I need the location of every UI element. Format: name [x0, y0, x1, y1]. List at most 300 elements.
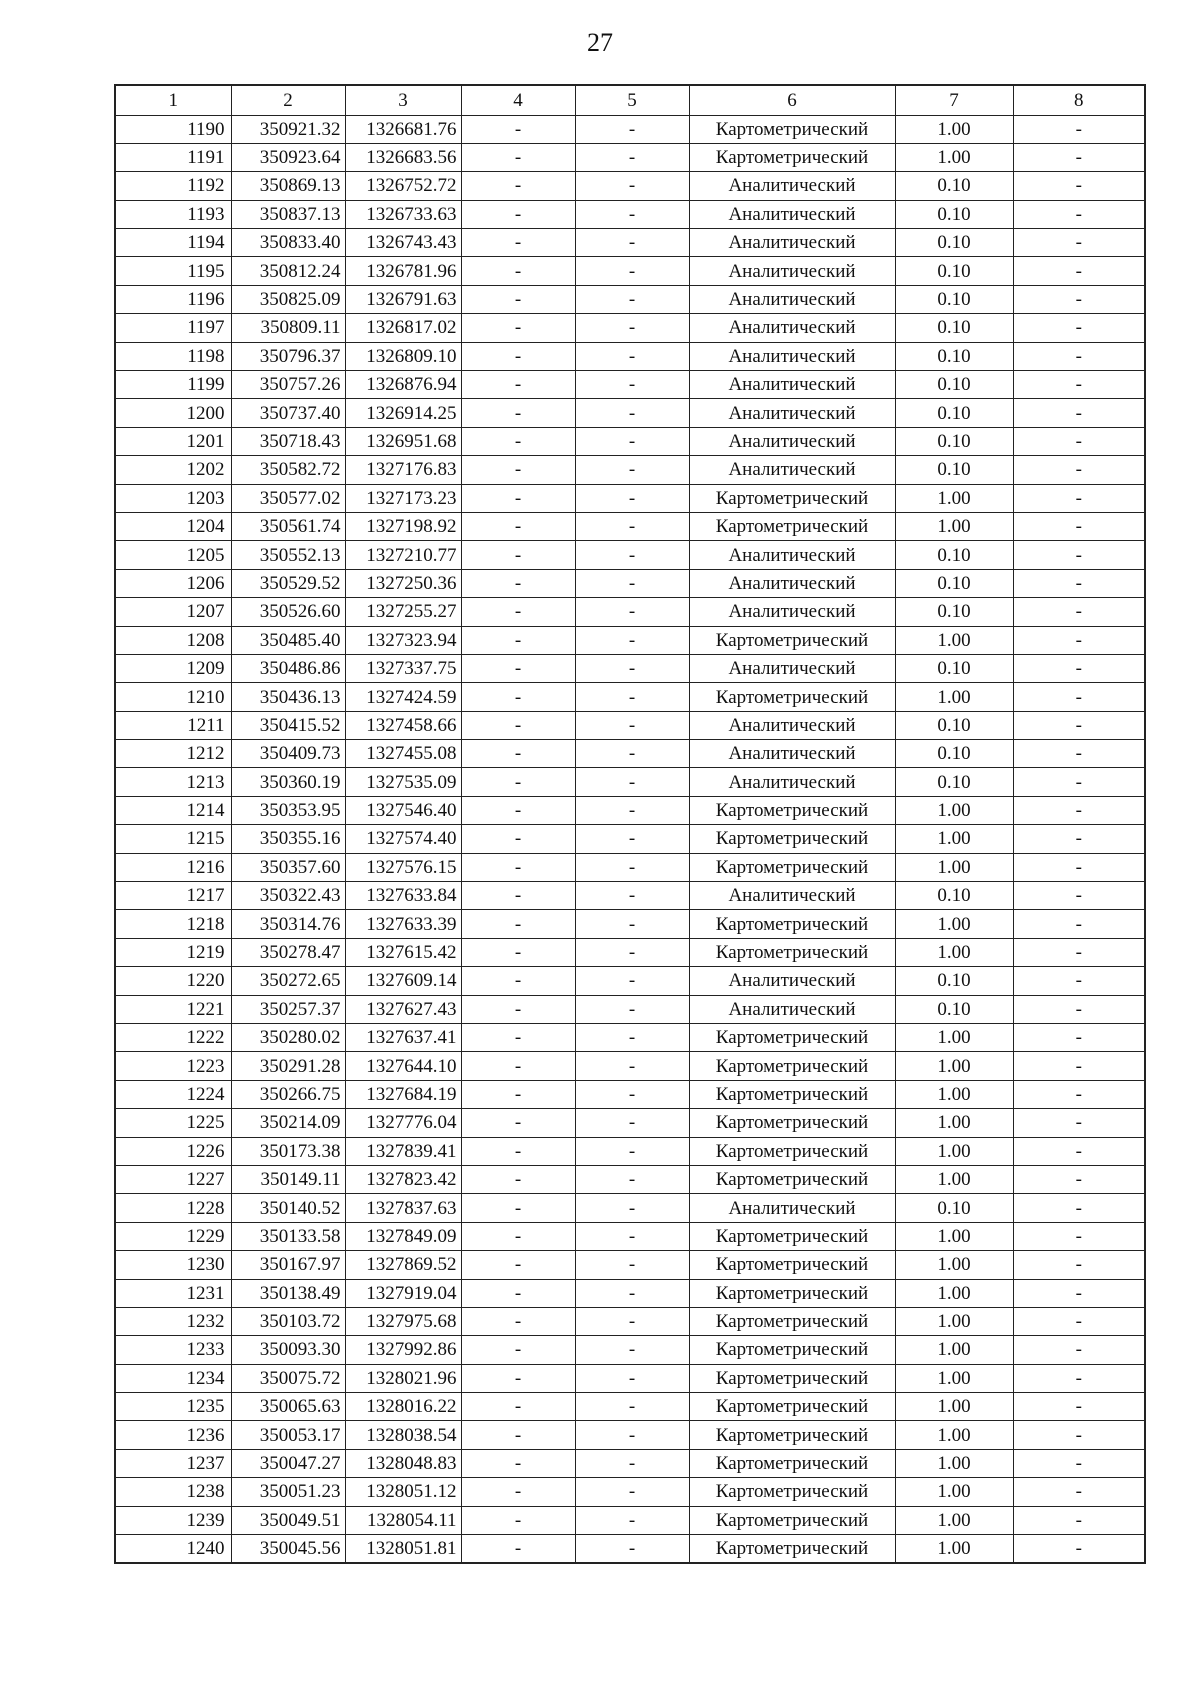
- method-cell: Картометрический: [689, 143, 895, 171]
- x-coordinate-cell: 350923.64: [231, 143, 345, 171]
- accuracy-cell: 1.00: [895, 796, 1013, 824]
- method-cell: Аналитический: [689, 229, 895, 257]
- col5-cell: -: [575, 1251, 689, 1279]
- y-coordinate-cell: 1327849.09: [345, 1222, 461, 1250]
- col4-cell: -: [461, 853, 575, 881]
- x-coordinate-cell: 350272.65: [231, 967, 345, 995]
- col8-cell: -: [1013, 995, 1145, 1023]
- col5-cell: -: [575, 257, 689, 285]
- x-coordinate-cell: 350869.13: [231, 172, 345, 200]
- y-coordinate-cell: 1327609.14: [345, 967, 461, 995]
- accuracy-cell: 0.10: [895, 768, 1013, 796]
- method-cell: Картометрический: [689, 1421, 895, 1449]
- point-number-cell: 1215: [115, 825, 231, 853]
- point-number-cell: 1237: [115, 1449, 231, 1477]
- x-coordinate-cell: 350280.02: [231, 1024, 345, 1052]
- method-cell: Картометрический: [689, 1222, 895, 1250]
- table-row: [115, 1506, 1145, 1534]
- accuracy-cell: 1.00: [895, 1165, 1013, 1193]
- accuracy-cell: 1.00: [895, 626, 1013, 654]
- accuracy-cell: 0.10: [895, 740, 1013, 768]
- point-number-cell: 1205: [115, 541, 231, 569]
- method-cell: Картометрический: [689, 1336, 895, 1364]
- point-number-cell: 1209: [115, 654, 231, 682]
- point-number-cell: 1218: [115, 910, 231, 938]
- accuracy-cell: 1.00: [895, 1393, 1013, 1421]
- method-cell: Аналитический: [689, 314, 895, 342]
- accuracy-cell: 1.00: [895, 1137, 1013, 1165]
- col5-cell: -: [575, 711, 689, 739]
- point-number-cell: 1214: [115, 796, 231, 824]
- col4-cell: -: [461, 1307, 575, 1335]
- point-number-cell: 1199: [115, 371, 231, 399]
- col4-cell: -: [461, 314, 575, 342]
- col8-cell: -: [1013, 683, 1145, 711]
- col8-cell: -: [1013, 1165, 1145, 1193]
- point-number-cell: 1222: [115, 1024, 231, 1052]
- x-coordinate-cell: 350149.11: [231, 1165, 345, 1193]
- col5-cell: -: [575, 342, 689, 370]
- table-row: [115, 654, 1145, 682]
- col4-cell: -: [461, 1393, 575, 1421]
- table-row: [115, 314, 1145, 342]
- col4-cell: -: [461, 1279, 575, 1307]
- col4-cell: -: [461, 115, 575, 143]
- method-cell: Картометрический: [689, 1279, 895, 1307]
- x-coordinate-cell: 350257.37: [231, 995, 345, 1023]
- col8-cell: -: [1013, 1336, 1145, 1364]
- point-number-cell: 1201: [115, 427, 231, 455]
- method-cell: Картометрический: [689, 1052, 895, 1080]
- y-coordinate-cell: 1327323.94: [345, 626, 461, 654]
- accuracy-cell: 1.00: [895, 484, 1013, 512]
- col5-cell: -: [575, 938, 689, 966]
- col8-cell: -: [1013, 143, 1145, 171]
- col4-cell: -: [461, 229, 575, 257]
- col5-cell: -: [575, 1364, 689, 1392]
- col4-cell: -: [461, 1080, 575, 1108]
- accuracy-cell: 0.10: [895, 342, 1013, 370]
- table-row: [115, 257, 1145, 285]
- column-header-2: 2: [231, 85, 345, 115]
- y-coordinate-cell: 1327458.66: [345, 711, 461, 739]
- point-number-cell: 1228: [115, 1194, 231, 1222]
- coordinates-table: [114, 84, 1146, 1564]
- accuracy-cell: 0.10: [895, 314, 1013, 342]
- point-number-cell: 1217: [115, 882, 231, 910]
- point-number-cell: 1193: [115, 200, 231, 228]
- col8-cell: -: [1013, 654, 1145, 682]
- col5-cell: -: [575, 910, 689, 938]
- method-cell: Картометрический: [689, 910, 895, 938]
- x-coordinate-cell: 350718.43: [231, 427, 345, 455]
- point-number-cell: 1239: [115, 1506, 231, 1534]
- method-cell: Аналитический: [689, 882, 895, 910]
- col5-cell: -: [575, 512, 689, 540]
- col4-cell: -: [461, 1194, 575, 1222]
- y-coordinate-cell: 1326681.76: [345, 115, 461, 143]
- col4-cell: -: [461, 200, 575, 228]
- y-coordinate-cell: 1326817.02: [345, 314, 461, 342]
- y-coordinate-cell: 1326809.10: [345, 342, 461, 370]
- col4-cell: -: [461, 512, 575, 540]
- x-coordinate-cell: 350355.16: [231, 825, 345, 853]
- col4-cell: -: [461, 143, 575, 171]
- col4-cell: -: [461, 1449, 575, 1477]
- table-row: [115, 825, 1145, 853]
- table-row: [115, 1194, 1145, 1222]
- col4-cell: -: [461, 1421, 575, 1449]
- col4-cell: -: [461, 1364, 575, 1392]
- table-row: [115, 910, 1145, 938]
- x-coordinate-cell: 350796.37: [231, 342, 345, 370]
- accuracy-cell: 1.00: [895, 1421, 1013, 1449]
- col8-cell: -: [1013, 626, 1145, 654]
- table-row: [115, 1137, 1145, 1165]
- col8-cell: -: [1013, 1364, 1145, 1392]
- x-coordinate-cell: 350214.09: [231, 1109, 345, 1137]
- method-cell: Аналитический: [689, 371, 895, 399]
- accuracy-cell: 0.10: [895, 967, 1013, 995]
- col4-cell: -: [461, 654, 575, 682]
- col8-cell: -: [1013, 512, 1145, 540]
- method-cell: Картометрический: [689, 1307, 895, 1335]
- col8-cell: -: [1013, 1421, 1145, 1449]
- y-coordinate-cell: 1327250.36: [345, 569, 461, 597]
- x-coordinate-cell: 350047.27: [231, 1449, 345, 1477]
- y-coordinate-cell: 1327176.83: [345, 456, 461, 484]
- y-coordinate-cell: 1327637.41: [345, 1024, 461, 1052]
- point-number-cell: 1226: [115, 1137, 231, 1165]
- y-coordinate-cell: 1327975.68: [345, 1307, 461, 1335]
- col5-cell: -: [575, 285, 689, 313]
- point-number-cell: 1202: [115, 456, 231, 484]
- method-cell: Аналитический: [689, 654, 895, 682]
- x-coordinate-cell: 350837.13: [231, 200, 345, 228]
- col5-cell: -: [575, 200, 689, 228]
- x-coordinate-cell: 350809.11: [231, 314, 345, 342]
- column-header-7: 7: [895, 85, 1013, 115]
- x-coordinate-cell: 350812.24: [231, 257, 345, 285]
- col5-cell: -: [575, 1393, 689, 1421]
- x-coordinate-cell: 350322.43: [231, 882, 345, 910]
- point-number-cell: 1204: [115, 512, 231, 540]
- col8-cell: -: [1013, 1137, 1145, 1165]
- col5-cell: -: [575, 1336, 689, 1364]
- x-coordinate-cell: 350103.72: [231, 1307, 345, 1335]
- y-coordinate-cell: 1327869.52: [345, 1251, 461, 1279]
- x-coordinate-cell: 350049.51: [231, 1506, 345, 1534]
- column-header-5: 5: [575, 85, 689, 115]
- col4-cell: -: [461, 541, 575, 569]
- table-row: [115, 740, 1145, 768]
- col5-cell: -: [575, 768, 689, 796]
- col4-cell: -: [461, 711, 575, 739]
- y-coordinate-cell: 1327173.23: [345, 484, 461, 512]
- col5-cell: -: [575, 853, 689, 881]
- col4-cell: -: [461, 342, 575, 370]
- accuracy-cell: 0.10: [895, 229, 1013, 257]
- x-coordinate-cell: 350053.17: [231, 1421, 345, 1449]
- column-header-6: 6: [689, 85, 895, 115]
- y-coordinate-cell: 1327535.09: [345, 768, 461, 796]
- col4-cell: -: [461, 683, 575, 711]
- col5-cell: -: [575, 541, 689, 569]
- table-row: [115, 1535, 1145, 1563]
- x-coordinate-cell: 350075.72: [231, 1364, 345, 1392]
- y-coordinate-cell: 1328054.11: [345, 1506, 461, 1534]
- table-row: [115, 1449, 1145, 1477]
- y-coordinate-cell: 1326733.63: [345, 200, 461, 228]
- col4-cell: -: [461, 427, 575, 455]
- accuracy-cell: 1.00: [895, 853, 1013, 881]
- y-coordinate-cell: 1326683.56: [345, 143, 461, 171]
- col8-cell: -: [1013, 598, 1145, 626]
- accuracy-cell: 1.00: [895, 1279, 1013, 1307]
- col8-cell: -: [1013, 541, 1145, 569]
- y-coordinate-cell: 1327627.43: [345, 995, 461, 1023]
- col8-cell: -: [1013, 1222, 1145, 1250]
- y-coordinate-cell: 1327776.04: [345, 1109, 461, 1137]
- table-row: [115, 995, 1145, 1023]
- table-row: [115, 1080, 1145, 1108]
- table-row: [115, 1478, 1145, 1506]
- table-row: [115, 882, 1145, 910]
- point-number-cell: 1225: [115, 1109, 231, 1137]
- table-row: [115, 1393, 1145, 1421]
- col4-cell: -: [461, 1222, 575, 1250]
- col8-cell: -: [1013, 1279, 1145, 1307]
- y-coordinate-cell: 1326781.96: [345, 257, 461, 285]
- col4-cell: -: [461, 995, 575, 1023]
- table-row: [115, 484, 1145, 512]
- col5-cell: -: [575, 427, 689, 455]
- method-cell: Аналитический: [689, 740, 895, 768]
- col4-cell: -: [461, 1506, 575, 1534]
- col5-cell: -: [575, 229, 689, 257]
- accuracy-cell: 0.10: [895, 1194, 1013, 1222]
- header-row: [115, 85, 1145, 115]
- accuracy-cell: 0.10: [895, 995, 1013, 1023]
- col8-cell: -: [1013, 1109, 1145, 1137]
- col8-cell: -: [1013, 1080, 1145, 1108]
- col5-cell: -: [575, 1109, 689, 1137]
- accuracy-cell: 0.10: [895, 172, 1013, 200]
- col4-cell: -: [461, 456, 575, 484]
- col5-cell: -: [575, 1165, 689, 1193]
- y-coordinate-cell: 1328016.22: [345, 1393, 461, 1421]
- method-cell: Картометрический: [689, 1393, 895, 1421]
- method-cell: Аналитический: [689, 967, 895, 995]
- point-number-cell: 1210: [115, 683, 231, 711]
- accuracy-cell: 0.10: [895, 882, 1013, 910]
- x-coordinate-cell: 350737.40: [231, 399, 345, 427]
- col8-cell: -: [1013, 172, 1145, 200]
- x-coordinate-cell: 350582.72: [231, 456, 345, 484]
- col8-cell: -: [1013, 1506, 1145, 1534]
- table-row: [115, 1222, 1145, 1250]
- y-coordinate-cell: 1327455.08: [345, 740, 461, 768]
- y-coordinate-cell: 1327992.86: [345, 1336, 461, 1364]
- x-coordinate-cell: 350167.97: [231, 1251, 345, 1279]
- col8-cell: -: [1013, 427, 1145, 455]
- col8-cell: -: [1013, 910, 1145, 938]
- table-body: [115, 115, 1145, 1563]
- table-row: [115, 541, 1145, 569]
- point-number-cell: 1208: [115, 626, 231, 654]
- point-number-cell: 1207: [115, 598, 231, 626]
- col8-cell: -: [1013, 1478, 1145, 1506]
- col4-cell: -: [461, 825, 575, 853]
- col4-cell: -: [461, 172, 575, 200]
- table-row: [115, 1279, 1145, 1307]
- table-row: [115, 200, 1145, 228]
- accuracy-cell: 1.00: [895, 512, 1013, 540]
- y-coordinate-cell: 1327576.15: [345, 853, 461, 881]
- col8-cell: -: [1013, 1307, 1145, 1335]
- x-coordinate-cell: 350278.47: [231, 938, 345, 966]
- method-cell: Картометрический: [689, 938, 895, 966]
- point-number-cell: 1235: [115, 1393, 231, 1421]
- y-coordinate-cell: 1327574.40: [345, 825, 461, 853]
- method-cell: Картометрический: [689, 796, 895, 824]
- col5-cell: -: [575, 1279, 689, 1307]
- col8-cell: -: [1013, 456, 1145, 484]
- y-coordinate-cell: 1328021.96: [345, 1364, 461, 1392]
- table-row: [115, 967, 1145, 995]
- accuracy-cell: 0.10: [895, 654, 1013, 682]
- point-number-cell: 1212: [115, 740, 231, 768]
- col5-cell: -: [575, 825, 689, 853]
- x-coordinate-cell: 350360.19: [231, 768, 345, 796]
- accuracy-cell: 0.10: [895, 711, 1013, 739]
- accuracy-cell: 1.00: [895, 1080, 1013, 1108]
- accuracy-cell: 1.00: [895, 1506, 1013, 1534]
- x-coordinate-cell: 350173.38: [231, 1137, 345, 1165]
- accuracy-cell: 0.10: [895, 427, 1013, 455]
- x-coordinate-cell: 350291.28: [231, 1052, 345, 1080]
- method-cell: Картометрический: [689, 1080, 895, 1108]
- x-coordinate-cell: 350552.13: [231, 541, 345, 569]
- y-coordinate-cell: 1327919.04: [345, 1279, 461, 1307]
- y-coordinate-cell: 1327337.75: [345, 654, 461, 682]
- y-coordinate-cell: 1327210.77: [345, 541, 461, 569]
- col4-cell: -: [461, 399, 575, 427]
- accuracy-cell: 1.00: [895, 1364, 1013, 1392]
- y-coordinate-cell: 1326914.25: [345, 399, 461, 427]
- method-cell: Аналитический: [689, 399, 895, 427]
- col5-cell: -: [575, 371, 689, 399]
- x-coordinate-cell: 350138.49: [231, 1279, 345, 1307]
- col5-cell: -: [575, 995, 689, 1023]
- table-row: [115, 1421, 1145, 1449]
- point-number-cell: 1190: [115, 115, 231, 143]
- col4-cell: -: [461, 796, 575, 824]
- col5-cell: -: [575, 882, 689, 910]
- col8-cell: -: [1013, 1535, 1145, 1563]
- point-number-cell: 1223: [115, 1052, 231, 1080]
- col5-cell: -: [575, 683, 689, 711]
- accuracy-cell: 0.10: [895, 285, 1013, 313]
- point-number-cell: 1231: [115, 1279, 231, 1307]
- point-number-cell: 1203: [115, 484, 231, 512]
- table-row: [115, 683, 1145, 711]
- point-number-cell: 1211: [115, 711, 231, 739]
- x-coordinate-cell: 350045.56: [231, 1535, 345, 1563]
- point-number-cell: 1219: [115, 938, 231, 966]
- col4-cell: -: [461, 1535, 575, 1563]
- point-number-cell: 1232: [115, 1307, 231, 1335]
- point-number-cell: 1213: [115, 768, 231, 796]
- table-row: [115, 796, 1145, 824]
- col5-cell: -: [575, 115, 689, 143]
- point-number-cell: 1206: [115, 569, 231, 597]
- col5-cell: -: [575, 1535, 689, 1563]
- col8-cell: -: [1013, 229, 1145, 257]
- col4-cell: -: [461, 938, 575, 966]
- point-number-cell: 1240: [115, 1535, 231, 1563]
- y-coordinate-cell: 1328051.12: [345, 1478, 461, 1506]
- accuracy-cell: 0.10: [895, 456, 1013, 484]
- y-coordinate-cell: 1327424.59: [345, 683, 461, 711]
- method-cell: Аналитический: [689, 1194, 895, 1222]
- point-number-cell: 1234: [115, 1364, 231, 1392]
- col4-cell: -: [461, 626, 575, 654]
- x-coordinate-cell: 350409.73: [231, 740, 345, 768]
- col8-cell: -: [1013, 740, 1145, 768]
- table-row: [115, 229, 1145, 257]
- x-coordinate-cell: 350561.74: [231, 512, 345, 540]
- col4-cell: -: [461, 967, 575, 995]
- table-row: [115, 143, 1145, 171]
- accuracy-cell: 1.00: [895, 683, 1013, 711]
- table-row: [115, 626, 1145, 654]
- col8-cell: -: [1013, 1194, 1145, 1222]
- table-row: [115, 1052, 1145, 1080]
- accuracy-cell: 1.00: [895, 1478, 1013, 1506]
- method-cell: Картометрический: [689, 1478, 895, 1506]
- x-coordinate-cell: 350314.76: [231, 910, 345, 938]
- page-number: 27: [587, 28, 613, 57]
- accuracy-cell: 1.00: [895, 1109, 1013, 1137]
- col8-cell: -: [1013, 1251, 1145, 1279]
- point-number-cell: 1196: [115, 285, 231, 313]
- y-coordinate-cell: 1326752.72: [345, 172, 461, 200]
- col5-cell: -: [575, 1421, 689, 1449]
- accuracy-cell: 0.10: [895, 371, 1013, 399]
- x-coordinate-cell: 350757.26: [231, 371, 345, 399]
- col4-cell: -: [461, 569, 575, 597]
- col8-cell: -: [1013, 200, 1145, 228]
- x-coordinate-cell: 350577.02: [231, 484, 345, 512]
- col5-cell: -: [575, 1506, 689, 1534]
- method-cell: Картометрический: [689, 512, 895, 540]
- table-row: [115, 399, 1145, 427]
- method-cell: Картометрический: [689, 825, 895, 853]
- x-coordinate-cell: 350093.30: [231, 1336, 345, 1364]
- x-coordinate-cell: 350133.58: [231, 1222, 345, 1250]
- x-coordinate-cell: 350266.75: [231, 1080, 345, 1108]
- col5-cell: -: [575, 967, 689, 995]
- accuracy-cell: 1.00: [895, 1449, 1013, 1477]
- accuracy-cell: 0.10: [895, 399, 1013, 427]
- accuracy-cell: 1.00: [895, 143, 1013, 171]
- y-coordinate-cell: 1326791.63: [345, 285, 461, 313]
- table-row: [115, 371, 1145, 399]
- col8-cell: -: [1013, 257, 1145, 285]
- accuracy-cell: 1.00: [895, 938, 1013, 966]
- accuracy-cell: 1.00: [895, 1024, 1013, 1052]
